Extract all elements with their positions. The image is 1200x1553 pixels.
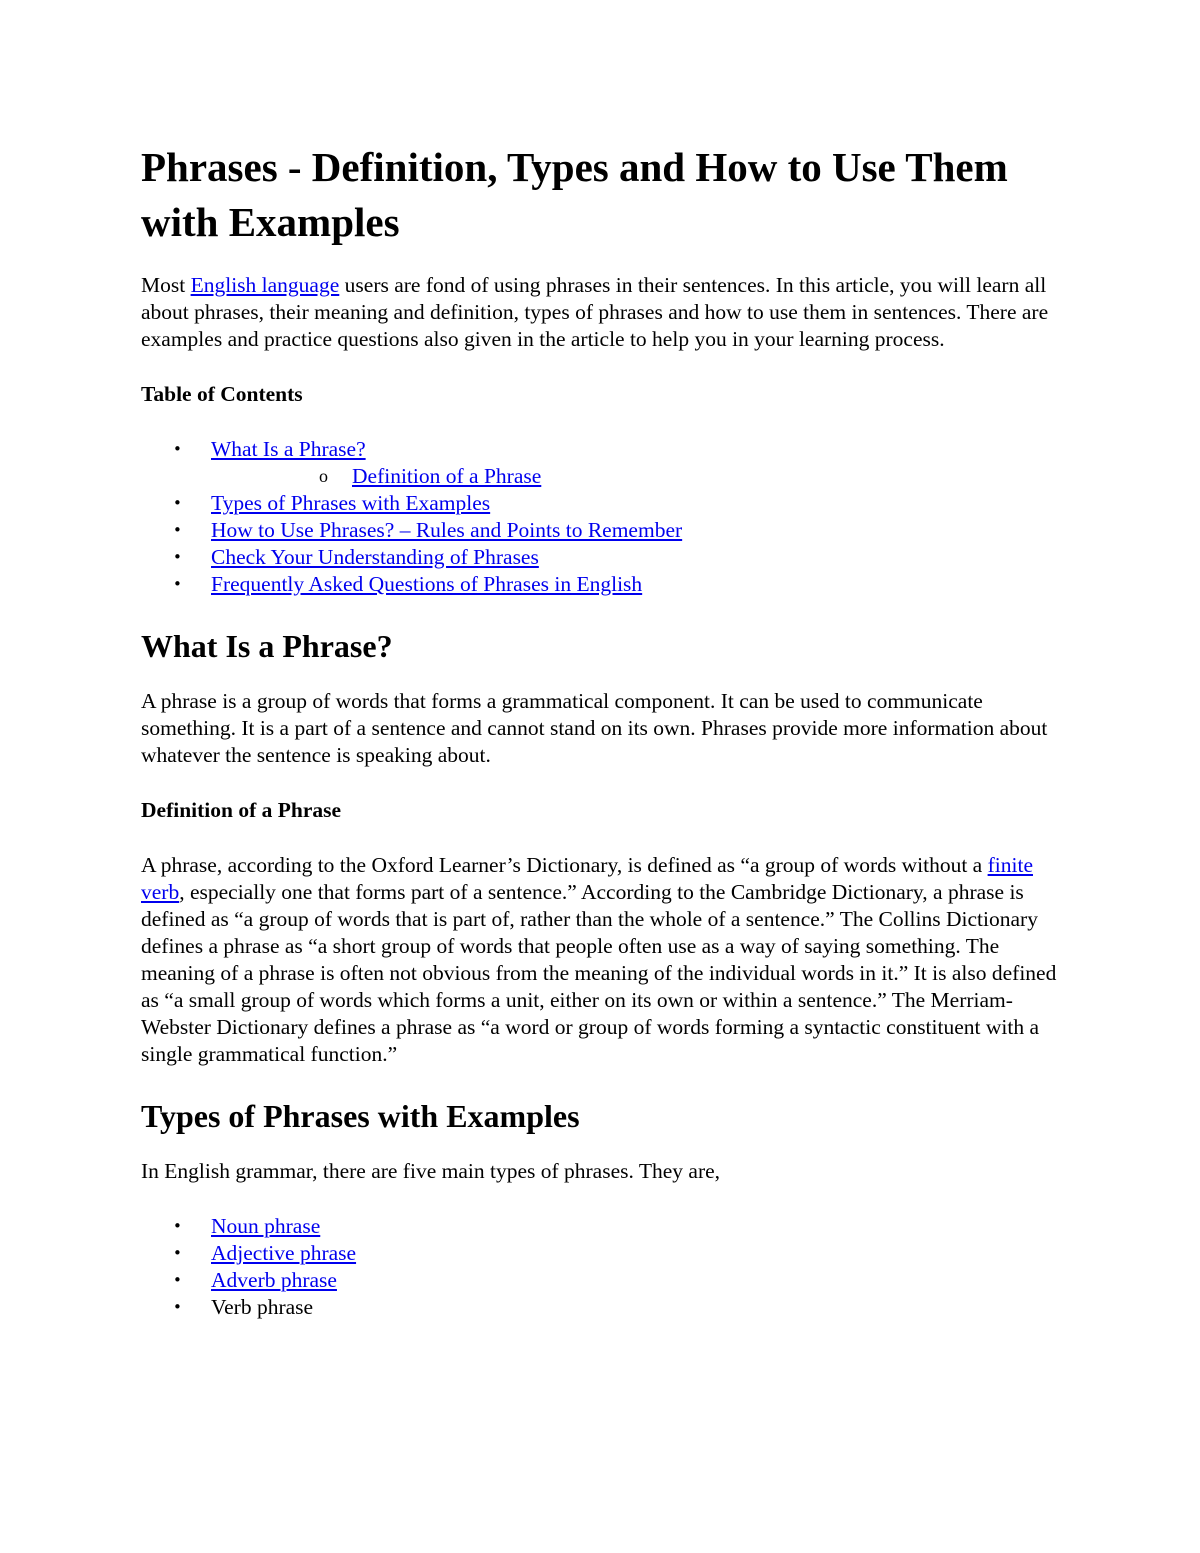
toc-heading: Table of Contents — [141, 382, 303, 406]
toc-sublist — [211, 463, 1061, 490]
noun-phrase-link[interactable]: Noun phrase — [211, 1214, 321, 1238]
bullet-icon: • — [173, 548, 182, 566]
toc-link-definition[interactable]: Definition of a Phrase — [352, 464, 542, 488]
definition-heading: Definition of a Phrase — [141, 798, 342, 822]
intro-paragraph — [141, 272, 1061, 353]
bullet-icon: • — [173, 575, 182, 593]
types-item — [141, 1213, 1061, 1240]
toc-item — [141, 571, 1061, 598]
definition-paragraph — [141, 852, 1061, 1068]
document-page — [141, 140, 1061, 1349]
sub-bullet-icon: o — [319, 466, 328, 486]
toc-item — [141, 517, 1061, 544]
intro-suffix: users are fond of using phrases in their sentences. In this article, you will learn all about phrases, their meaning and definition, types of phrases and how to use them in sentences. There are examples and practice questions also given in the article to help you in your learning process. — [141, 273, 1049, 351]
what-is-paragraph: A phrase is a group of words that forms a grammatical component. It can be used to communicate something. It is a part of a sentence and cannot stand on its own. Phrases provide more information about whatever the sentence is speaking about. — [141, 689, 1048, 767]
verb-phrase-text: Verb phrase — [211, 1295, 314, 1319]
toc-list — [141, 436, 1061, 598]
english-language-link[interactable]: English language — [190, 273, 340, 297]
types-paragraph: In English grammar, there are five main types of phrases. They are, — [141, 1159, 721, 1183]
adverb-phrase-link[interactable]: Adverb phrase — [211, 1268, 337, 1292]
toc-subitem — [211, 463, 1061, 490]
definition-prefix: A phrase, according to the Oxford Learner’s Dictionary, is defined as “a group of words without a — [141, 853, 988, 877]
bullet-icon: • — [173, 494, 182, 512]
bullet-icon: • — [173, 1298, 182, 1316]
toc-item — [141, 436, 1061, 490]
definition-suffix: , especially one that forms part of a sentence.” According to the Cambridge Dictionary, a phrase is defined as “a group of words that is part of, rather than the whole of a sentence.” The Collins Dictionary defines a phrase as “a short group of words that people often use as a way of saying something. The meaning of a phrase is often not obvious from the meaning of the individual words in it.” It is also defined as “a small group of words which forms a unit, either on its own or within a sentence.” The Merriam-Webster Dictionary defines a phrase as “a word or group of words forming a syntactic constituent with a single grammatical function.” — [141, 880, 1057, 1066]
toc-link-types[interactable]: Types of Phrases with Examples — [211, 491, 491, 515]
intro-prefix: Most — [141, 273, 191, 297]
bullet-icon: • — [173, 1217, 182, 1235]
toc-link-faq[interactable]: Frequently Asked Questions of Phrases in English — [211, 572, 643, 596]
toc-item — [141, 490, 1061, 517]
adjective-phrase-link[interactable]: Adjective phrase — [211, 1241, 357, 1265]
bullet-icon: • — [173, 1244, 182, 1262]
types-item — [141, 1267, 1061, 1294]
bullet-icon: • — [173, 1271, 182, 1289]
page-title: Phrases - Definition, Types and How to Use Them with Examples — [141, 144, 1008, 245]
toc-link-what-is-a-phrase[interactable]: What Is a Phrase? — [211, 437, 366, 461]
toc-link-how-to-use[interactable]: How to Use Phrases? – Rules and Points to Remember — [211, 518, 683, 542]
toc-item — [141, 544, 1061, 571]
types-item — [141, 1240, 1061, 1267]
what-is-heading: What Is a Phrase? — [141, 628, 393, 664]
bullet-icon: • — [173, 440, 182, 458]
finite-verb-link[interactable]: finite verb — [141, 853, 1033, 904]
types-heading: Types of Phrases with Examples — [141, 1098, 580, 1134]
bullet-icon: • — [173, 521, 182, 539]
types-item — [141, 1294, 1061, 1321]
toc-link-check-understanding[interactable]: Check Your Understanding of Phrases — [211, 545, 539, 569]
types-list — [141, 1213, 1061, 1321]
